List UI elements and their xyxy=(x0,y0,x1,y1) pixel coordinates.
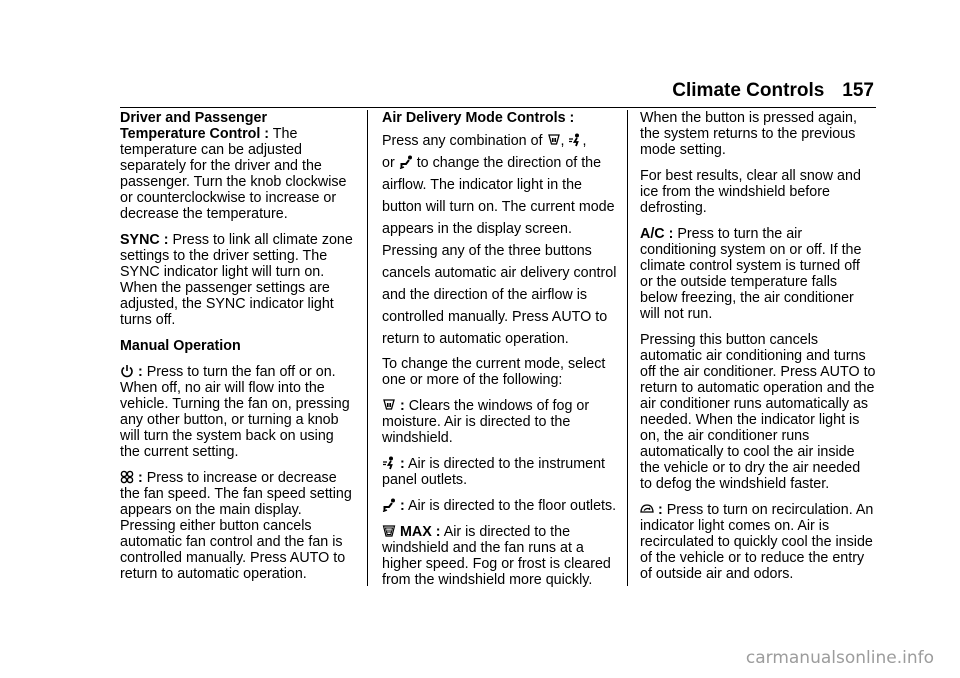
panel-icon xyxy=(382,456,396,470)
section-title: Climate Controls xyxy=(672,80,825,101)
panel-text: Air is directed to the instrument panel outlets. xyxy=(382,456,606,488)
combo-text-1: Press any combination of xyxy=(382,133,543,149)
fan-text: Press to increase or decrease the fan speed. The fan speed setting appears on the main display. Pressing either button cancels automatic fan control and the fan is controlled manually. Press AUTO to return to automatic operation. xyxy=(120,470,352,582)
fan-paragraph xyxy=(120,470,356,582)
sync-text: Press to link all climate zone settings to the driver setting. The SYNC indicator light will turn on. When the passenger settings are adjusted, the SYNC indicator light turns off. xyxy=(120,232,353,328)
fan-icon xyxy=(120,470,134,484)
comma-2: , xyxy=(582,133,587,149)
max-defrost-icon xyxy=(382,524,396,538)
panel-icon xyxy=(568,133,582,147)
floor-colon: : xyxy=(399,498,405,514)
column-divider xyxy=(627,110,628,586)
power-paragraph xyxy=(120,364,356,460)
column-left xyxy=(120,110,356,592)
change-mode-paragraph: To change the current mode, select one or more of the following: xyxy=(382,356,606,388)
recirculation-colon: : xyxy=(657,502,663,518)
column-divider xyxy=(367,110,368,586)
column-middle xyxy=(382,110,618,598)
watermark: carmanualsonline.info xyxy=(745,648,934,668)
combo-text-2: or xyxy=(382,155,395,171)
defrost-icon xyxy=(382,398,396,412)
floor-text: Air is directed to the floor outlets. xyxy=(407,498,617,514)
air-delivery-paragraph xyxy=(382,130,618,350)
temperature-heading-line2: Temperature Control : xyxy=(120,126,270,142)
floor-icon xyxy=(382,498,396,512)
return-paragraph: When the button is pressed again, the system returns to the previous mode setting. xyxy=(640,110,857,158)
defrost-paragraph xyxy=(382,398,618,446)
manual-operation-heading: Manual Operation xyxy=(120,338,241,354)
comma-1: , xyxy=(560,133,565,149)
air-delivery-heading: Air Delivery Mode Controls : xyxy=(382,110,575,126)
ac-text: Press to turn the air conditioning system on or off. If the climate control system is turned off or the outside temperature falls below freezing, the air conditioner will not run. xyxy=(640,226,862,322)
ac-label: A/C : xyxy=(640,226,674,242)
max-defrost-paragraph xyxy=(382,524,618,588)
max-text: Air is directed to the windshield and the fan runs at a higher speed. Fog or frost is cleared from the windshield more quickly. xyxy=(382,524,611,588)
temperature-control-paragraph xyxy=(120,110,356,222)
snow-paragraph: For best results, clear all snow and ice from the windshield before defrosting. xyxy=(640,168,861,216)
max-label: MAX : xyxy=(399,524,441,540)
ac-paragraph xyxy=(640,226,876,322)
temperature-heading-line1: Driver and Passenger xyxy=(120,110,268,126)
panel-paragraph xyxy=(382,456,618,488)
fan-colon: : xyxy=(137,470,143,486)
defrost-text: Clears the windows of fog or moisture. Air is directed to the windshield. xyxy=(382,398,590,446)
recirculation-text: Press to turn on recirculation. An indicator light comes on. Air is recirculated to quickly cool the inside of the vehicle or to reduce the entry of outside air and odors. xyxy=(640,502,874,582)
column-right xyxy=(640,110,876,592)
power-icon xyxy=(120,364,134,378)
recirculation-paragraph xyxy=(640,502,876,582)
cancel-ac-paragraph: Pressing this button cancels automatic air conditioning and turns off the air conditioner. Press AUTO to return to automatic operation and the air conditioner runs automatically as needed. When the indicator light is on, the air conditioner runs automatically to cool the air inside the vehicle or to dry the air needed to defog the windshield faster. xyxy=(640,332,876,492)
page-header xyxy=(620,80,874,102)
defrost-icon xyxy=(547,133,561,147)
header-rule xyxy=(120,107,876,108)
recirculation-icon xyxy=(640,502,654,516)
sync-paragraph xyxy=(120,232,356,328)
combo-text-3: to change the direction of the airflow. The indicator light in the button will turn on. The current mode appears in the display screen. Pressing any of the three buttons cancels automatic air delivery control and the direction of the airflow is controlled manually. Press AUTO to return to automatic operation. xyxy=(382,155,617,347)
temperature-text: The temperature can be adjusted separately for the driver and the passenger. Turn the knob clockwise or counterclockwise to increase or decrease the temperature. xyxy=(120,126,347,222)
sync-label: SYNC : xyxy=(120,232,169,248)
page-number: 157 xyxy=(842,80,874,101)
panel-colon: : xyxy=(399,456,405,472)
power-colon: : xyxy=(137,364,143,380)
floor-paragraph xyxy=(382,498,618,514)
floor-icon xyxy=(399,155,413,169)
defrost-colon: : xyxy=(399,398,405,414)
power-text: Press to turn the fan off or on. When off, no air will flow into the vehicle. Turning the fan on, pressing any other button, or turning a knob will turn the system back on using the current setting. xyxy=(120,364,350,460)
